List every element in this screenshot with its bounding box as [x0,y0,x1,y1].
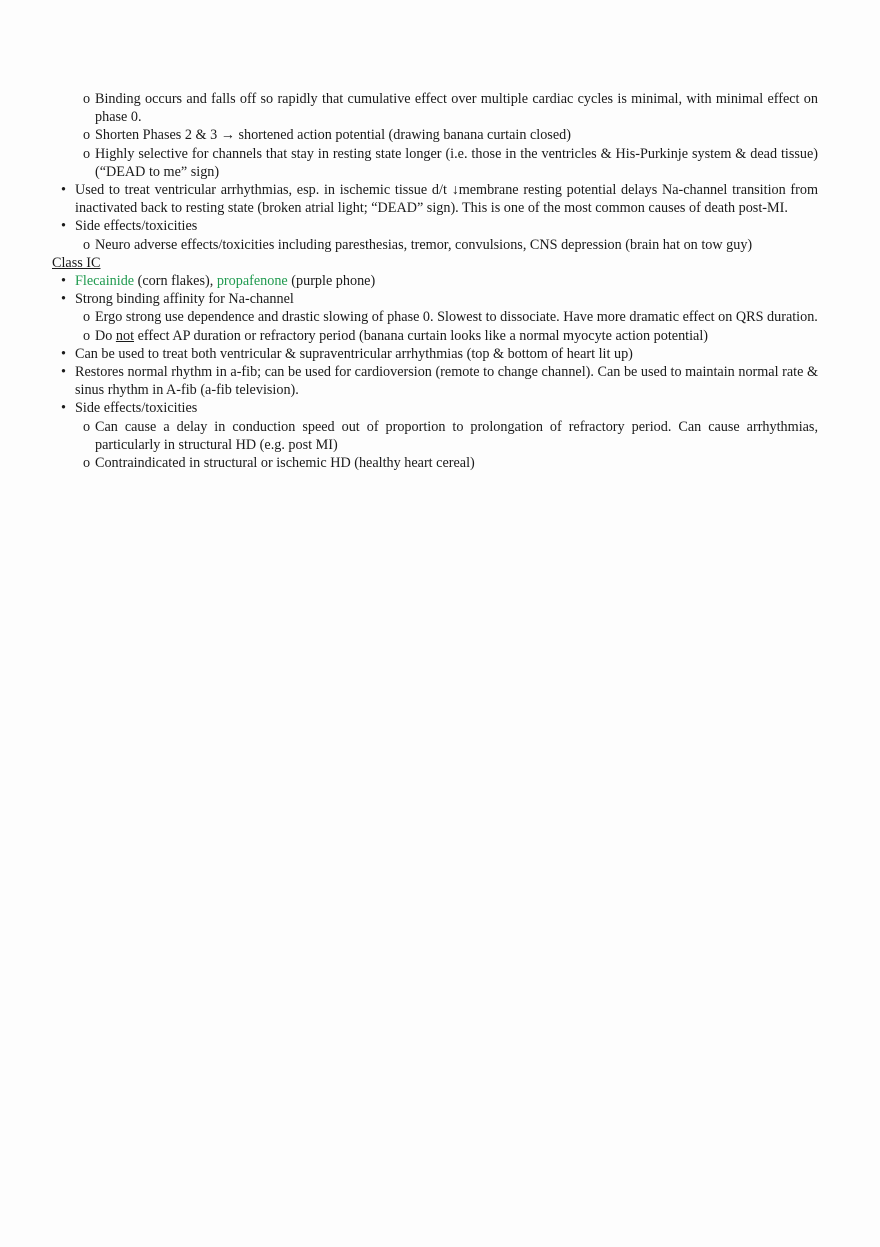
sub-bullet-conduction-delay: o Can cause a delay in conduction speed out of proportion to prolongation of refractory period. Can cause arrhythmias, particularly in structural HD (e.g. post MI) [52,418,818,454]
bullet-ib-uses: • Used to treat ventricular arrhythmias, esp. in ischemic tissue d/t ↓membrane resting potential delays Na-channel transition from inactivated back to resting state (broken atrial light; “DEAD” sign). This is one of the most common causes of death post-MI. [52,181,818,217]
bullet-ib-side-effects: • Side effects/toxicities [52,217,818,235]
sub-bullet-shorten-phases: o Shorten Phases 2 & 3 → shortened action potential (drawing banana curtain closed) [52,126,818,144]
sub-bullet-binding-falloff: o Binding occurs and falls off so rapidly that cumulative effect over multiple cardiac cycles is minimal, with minimal effect on phase 0. [52,90,818,126]
bullet-ic-drugs [52,272,818,290]
bullet-ic-binding: • Strong binding affinity for Na-channel [52,290,818,308]
sub-bullet-use-dependence: o Ergo strong use dependence and drastic slowing of phase 0. Slowest to dissociate. Have more dramatic effect on QRS duration. [52,308,818,326]
sub-bullet-selective-channels: o Highly selective for channels that stay in resting state longer (i.e. those in the ventricles & His-Purkinje system & dead tissue) (“DEAD to me” sign) [52,145,818,181]
bullet-ic-use-afib: • Restores normal rhythm in a-fib; can be used for cardioversion (remote to change channel). Can be used to maintain normal rate & sinus rhythm in A-fib (a-fib television). [52,363,818,399]
sub-bullet-neuro-effects: o Neuro adverse effects/toxicities including paresthesias, tremor, convulsions, CNS depression (brain hat on tow guy) [52,236,818,254]
bullet-ic-side-effects: • Side effects/toxicities [52,399,818,417]
drug-propafenone: propafenone [216,273,288,290]
class-ic-heading-text: Class IC [52,254,101,271]
section-heading-class-ic [52,254,818,272]
drug-flecainide-mnemonic: (corn flakes), [134,273,217,290]
drug-propafenone-mnemonic: (purple phone) [287,273,376,290]
bullet-ic-use-ventricular: • Can be used to treat both ventricular & supraventricular arrhythmias (top & bottom of heart lit up) [52,345,818,363]
sub-bullet-contraindicated: o Contraindicated in structural or ischemic HD (healthy heart cereal) [52,454,818,472]
notes-body [52,90,818,472]
ap-duration-pre: Do [95,327,116,344]
drug-flecainide: Flecainide [75,273,135,290]
ap-duration-post: effect AP duration or refractory period (banana curtain looks like a normal myocyte action potential) [134,327,709,344]
sub-bullet-ap-duration [52,327,818,345]
ap-duration-not: not [115,327,135,344]
